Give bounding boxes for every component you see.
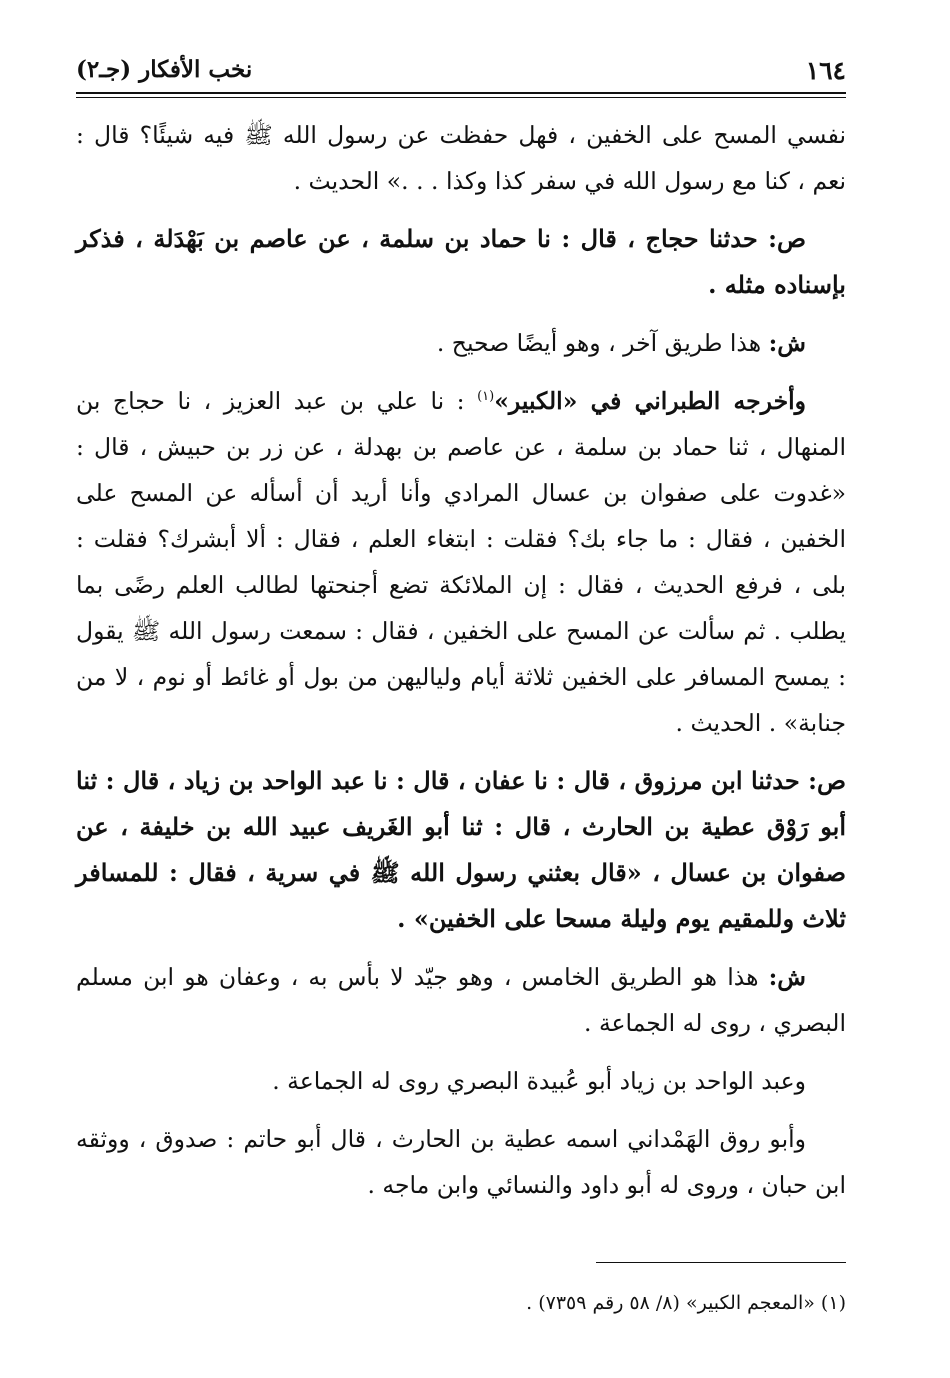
paragraph-2 <box>76 216 846 308</box>
paragraph-text: هذا طريق آخر ، وهو أيضًا صحيح . <box>436 329 769 357</box>
paragraph-text: حدثنا حجاج ، قال : نا حماد بن سلمة ، عن عاصم بن بَهْدَلة ، فذكر بإسناده مثله . <box>76 224 846 299</box>
paragraph-3 <box>76 320 846 366</box>
paragraph-7 <box>76 1058 846 1104</box>
paragraph-text: حدثنا ابن مرزوق ، قال : نا عفان ، قال : نا عبد الواحد بن زياد ، قال : ثنا أبو رَوْق عطية بن الحارث ، قال : ثنا أبو الغَريف عبيد الله بن خليفة ، عن صفوان بن عسال ، «قال بعثني رسول الله ﷺ في سرية ، فقال : للمسافر ثلاث وللمقيم يوم وليلة مسحا على الخفين» . <box>76 766 846 933</box>
paragraph-lead: وأخرجه الطبراني في «الكبير» <box>494 387 807 415</box>
paragraph-lead: ش: <box>768 963 806 991</box>
paragraph-lead: ص: <box>768 224 806 253</box>
paragraph-text: وأبو روق الهَمْداني اسمه عطية بن الحارث ، قال أبو حاتم : صدوق ، ووثقه ابن حبان ، وروى له أبو داود والنسائي وابن ماجه . <box>76 1125 846 1199</box>
book-title: نخب الأفكار (جـ٢) <box>76 56 253 83</box>
paragraph-text: هذا هو الطريق الخامس ، وهو جيّد لا بأس به ، وعفان هو ابن مسلم البصري ، روى له الجماعة . <box>76 963 846 1037</box>
paragraph-text: وعبد الواحد بن زياد أبو عُبيدة البصري روى له الجماعة . <box>272 1067 806 1095</box>
paragraph-4 <box>76 378 846 746</box>
paragraph-text: نفسي المسح على الخفين ، فهل حفظت عن رسول الله ﷺ فيه شيئًا؟ قال : نعم ، كنا مع رسول الله في سفر كذا وكذا . . .» الحديث . <box>76 121 846 195</box>
paragraph-5 <box>76 758 846 942</box>
main-text <box>76 112 846 1220</box>
footnote-marker: (١) <box>477 389 495 405</box>
paragraph-lead: ص: <box>808 766 846 795</box>
footnote: (١) «المعجم الكبير» (٨/ ٥٨ رقم ٧٣٥٩) . <box>526 1292 846 1314</box>
paragraph-text: : نا علي بن عبد العزيز ، نا حجاج بن المنهال ، ثنا حماد بن سلمة ، عن عاصم بن بهدلة ، عن زر بن حبيش ، قال : «غدوت على صفوان بن عسال المرادي وأنا أريد أن أسأله عن المسح على الخفين ، فقال : ما جاء بك؟ فقلت : ابتغاء العلم ، فقال : ألا أبشرك؟ فقلت : بلى ، فرفع الحديث ، فقال : إن الملائكة تضع أجنحتها لطالب العلم رضًى بما يطلب . ثم سألت عن المسح على الخفين ، فقال : سمعت رسول الله ﷺ يقول : يمسح المسافر على الخفين ثلاثة أيام ولياليهن من بول أو غائط أو نوم ، لا من جنابة» . الحديث . <box>76 387 846 737</box>
paragraph-1 <box>76 112 846 204</box>
paragraph-8 <box>76 1116 846 1208</box>
header-rule <box>76 92 846 94</box>
footnote-rule <box>596 1262 846 1263</box>
paragraph-6 <box>76 954 846 1046</box>
header-rule-thin <box>76 97 846 98</box>
page-number: ١٦٤ <box>805 56 846 85</box>
page-header <box>76 56 846 92</box>
paragraph-lead: ش: <box>768 329 806 357</box>
